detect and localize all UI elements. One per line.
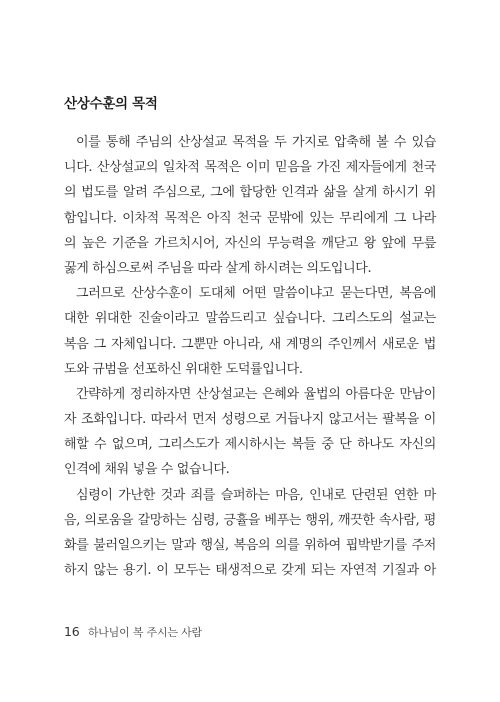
body-text <box>64 130 436 583</box>
running-title: 하나님이 복 주시는 사람 <box>87 626 202 639</box>
text-line: 자 조화입니다. 따라서 먼저 성령으로 거듭나지 않고서는 팔복을 이 <box>64 412 436 428</box>
text-line: 복음 그 자체입니다. 그뿐만 아니라, 새 계명의 주인께서 새로운 법 <box>64 336 436 352</box>
text-line: 이를 통해 주님의 산상설교 목적을 두 가지로 압축해 볼 수 있습 <box>76 135 436 150</box>
text-line: 대한 위대한 진술이라고 말씀드리고 싶습니다. 그리스도의 설교는 <box>64 311 436 327</box>
text-line: 화를 불러일으키는 말과 행실, 복음의 의를 위하여 핍박받기를 주저 <box>64 538 436 553</box>
text-line: 인격에 채워 넣을 수 없습니다. <box>64 462 230 478</box>
text-line: 도와 규범을 선포하신 위대한 도덕률입니다. <box>64 361 303 377</box>
page-number: 16 <box>64 624 80 639</box>
text-line: 해할 수 없으며, 그리스도가 제시하시는 복들 중 단 하나도 자신의 <box>64 437 436 453</box>
text-line: 의 법도를 알려 주심으로, 그에 합당한 인격과 삶을 살게 하시기 위 <box>64 185 436 201</box>
section-heading: 산상수훈의 목적 <box>64 96 158 112</box>
text-line: 니다. 산상설교의 일차적 목적은 이미 믿음을 가진 제자들에게 천국 <box>64 160 436 176</box>
text-line: 의 높은 기준을 가르치시어, 자신의 무능력을 깨닫고 왕 앞에 무릎 <box>64 235 436 251</box>
text-line: 간략하게 정리하자면 산상설교는 은혜와 율법의 아름다운 만남이 <box>76 386 436 402</box>
page-footer <box>64 624 202 640</box>
text-line: 함입니다. 이차적 목적은 아직 천국 문밖에 있는 무리에게 그 나라 <box>64 210 436 226</box>
text-line: 하지 않는 용기. 이 모두는 태생적으로 갖게 되는 자연적 기질과 아 <box>64 563 436 579</box>
text-line: 심령이 가난한 것과 죄를 슬퍼하는 마음, 인내로 단련된 연한 마 <box>76 487 436 503</box>
text-line: 꿇게 하심으로써 주님을 따라 살게 하시려는 의도입니다. <box>64 260 372 276</box>
text-line: 그러므로 산상수훈이 도대체 어떤 말씀이냐고 묻는다면, 복음에 <box>76 286 436 302</box>
text-line: 음, 의로움을 갈망하는 심령, 긍휼을 베푸는 행위, 깨끗한 속사람, 평 <box>64 512 436 528</box>
